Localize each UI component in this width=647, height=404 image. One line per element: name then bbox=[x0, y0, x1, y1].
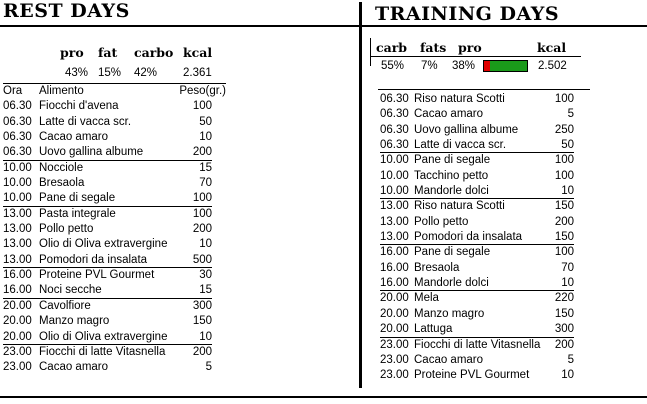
rest-time: 10.00 bbox=[3, 192, 32, 205]
training-time: 13.00 bbox=[380, 200, 409, 213]
training-header-carb: carb bbox=[376, 40, 408, 55]
rest-row bbox=[3, 115, 212, 130]
rest-time: 06.30 bbox=[3, 115, 32, 128]
training-qty: 200 bbox=[554, 338, 574, 351]
training-qty: 150 bbox=[554, 200, 574, 213]
rest-row bbox=[3, 222, 212, 237]
training-row bbox=[380, 138, 574, 153]
rest-qty: 10 bbox=[199, 131, 212, 144]
rest-food: Olio di Oliva extravergine bbox=[39, 330, 168, 343]
training-value-fats: 7% bbox=[421, 60, 438, 72]
training-qty: 50 bbox=[561, 139, 574, 152]
rest-food: Cacao amaro bbox=[39, 361, 109, 374]
training-time: 13.00 bbox=[380, 215, 409, 228]
rest-qty: 100 bbox=[192, 100, 212, 113]
training-header-rule bbox=[371, 56, 581, 57]
training-food: Pollo petto bbox=[414, 215, 469, 228]
rest-food: Bresaola bbox=[39, 177, 85, 190]
training-food: Pane di segale bbox=[414, 154, 491, 167]
rest-time: 06.30 bbox=[3, 100, 32, 113]
rest-qty: 300 bbox=[192, 299, 212, 312]
rest-col-qty: Peso(gr.) bbox=[179, 85, 226, 97]
rest-time: 23.00 bbox=[3, 361, 32, 374]
training-value-kcal: 2.502 bbox=[538, 60, 567, 72]
training-qty: 150 bbox=[554, 231, 574, 244]
rest-header-kcal: kcal bbox=[183, 45, 213, 60]
training-time: 23.00 bbox=[380, 353, 409, 366]
training-food: Pane di segale bbox=[414, 246, 491, 259]
rest-qty: 200 bbox=[192, 146, 212, 159]
rest-food: Cacao amaro bbox=[39, 131, 109, 144]
training-time: 10.00 bbox=[380, 154, 409, 167]
training-row bbox=[380, 338, 574, 353]
training-row bbox=[380, 291, 574, 306]
rest-value-pro: 43% bbox=[65, 67, 89, 79]
training-inner-vline bbox=[370, 38, 371, 66]
training-food: Riso natura Scotti bbox=[414, 93, 505, 105]
training-qty: 5 bbox=[567, 108, 574, 121]
rest-row bbox=[3, 345, 212, 360]
training-food: Tacchino petto bbox=[414, 169, 489, 182]
training-food: Cacao amaro bbox=[414, 353, 484, 366]
training-food: Riso natura Scotti bbox=[414, 200, 505, 213]
training-food: Proteine PVL Gourmet bbox=[414, 369, 530, 382]
rest-value-kcal: 2.361 bbox=[183, 67, 212, 79]
rest-row bbox=[3, 130, 212, 145]
training-food: Fiocchi di latte Vitasnella bbox=[414, 338, 541, 351]
rest-header-fat: fat bbox=[98, 45, 118, 60]
training-qty: 250 bbox=[554, 123, 574, 136]
rest-row bbox=[3, 145, 212, 160]
rest-qty: 5 bbox=[205, 361, 212, 374]
rest-qty: 150 bbox=[192, 315, 212, 328]
rest-col-food: Alimento bbox=[39, 85, 84, 97]
rest-food: Pollo petto bbox=[39, 223, 94, 236]
rest-qty: 200 bbox=[192, 345, 212, 358]
rest-food: Fiocchi di latte Vitasnella bbox=[39, 345, 166, 358]
rest-time: 20.00 bbox=[3, 299, 32, 312]
rest-row bbox=[3, 283, 212, 298]
center-divider-line bbox=[359, 2, 362, 388]
training-row bbox=[380, 92, 574, 107]
training-food: Lattuga bbox=[414, 323, 453, 336]
training-row bbox=[380, 107, 574, 122]
rest-row bbox=[3, 161, 212, 176]
training-qty: 10 bbox=[561, 369, 574, 382]
rest-food: Latte di vacca scr. bbox=[39, 115, 132, 128]
training-qty: 70 bbox=[561, 261, 574, 274]
training-row bbox=[380, 368, 574, 383]
training-time: 16.00 bbox=[380, 246, 409, 259]
rest-qty: 100 bbox=[192, 207, 212, 220]
rest-food: Proteine PVL Gourmet bbox=[39, 269, 155, 282]
rest-row bbox=[3, 176, 212, 191]
training-time: 20.00 bbox=[380, 323, 409, 336]
training-days-title: TRAINING DAYS bbox=[375, 3, 560, 25]
rest-time: 06.30 bbox=[3, 146, 32, 159]
training-row bbox=[380, 199, 574, 214]
rest-qty: 10 bbox=[199, 330, 212, 343]
training-row bbox=[380, 276, 574, 291]
rest-food: Cavolfiore bbox=[39, 299, 91, 312]
rest-row bbox=[3, 207, 212, 222]
training-time: 23.00 bbox=[380, 338, 409, 351]
training-time: 16.00 bbox=[380, 277, 409, 290]
rest-food: Manzo magro bbox=[39, 315, 110, 328]
rest-time: 06.30 bbox=[3, 131, 32, 144]
rest-time: 16.00 bbox=[3, 269, 32, 282]
rest-food: Fiocchi d'avena bbox=[39, 100, 119, 113]
rest-food: Nocciole bbox=[39, 161, 84, 174]
training-header-fats: fats bbox=[420, 40, 447, 55]
rest-header-carbo: carbo bbox=[134, 45, 174, 60]
rest-row bbox=[3, 268, 212, 283]
rest-col-headers bbox=[3, 84, 226, 99]
training-qty: 220 bbox=[554, 292, 574, 305]
rest-food: Pasta integrale bbox=[39, 207, 116, 220]
rest-qty: 50 bbox=[199, 115, 212, 128]
training-food: Mela bbox=[414, 292, 439, 305]
training-time: 10.00 bbox=[380, 185, 409, 198]
training-food: Mandorle dolci bbox=[414, 277, 489, 290]
training-time: 20.00 bbox=[380, 292, 409, 305]
training-time: 23.00 bbox=[380, 369, 409, 382]
training-top-rule bbox=[378, 89, 590, 90]
training-qty: 100 bbox=[554, 154, 574, 167]
training-qty: 10 bbox=[561, 277, 574, 290]
training-time: 10.00 bbox=[380, 169, 409, 182]
training-food: Cacao amaro bbox=[414, 108, 484, 121]
macro-bar-green-segment bbox=[490, 61, 527, 71]
training-food: Latte di vacca scr. bbox=[414, 139, 507, 152]
training-time: 06.30 bbox=[380, 93, 409, 105]
training-qty: 10 bbox=[561, 185, 574, 198]
training-header-kcal: kcal bbox=[537, 40, 567, 55]
rest-days-title: REST DAYS bbox=[3, 0, 130, 22]
rest-table bbox=[3, 84, 226, 376]
training-row bbox=[380, 184, 574, 199]
training-row bbox=[380, 153, 574, 168]
rest-row bbox=[3, 314, 212, 329]
training-time: 06.30 bbox=[380, 123, 409, 136]
training-time: 06.30 bbox=[380, 139, 409, 152]
rest-time: 13.00 bbox=[3, 207, 32, 220]
rest-qty: 15 bbox=[199, 284, 212, 297]
training-qty: 150 bbox=[554, 307, 574, 320]
rest-food: Pane di segale bbox=[39, 192, 116, 205]
rest-row bbox=[3, 237, 212, 252]
bottom-divider-line bbox=[0, 396, 647, 398]
training-qty: 300 bbox=[554, 323, 574, 336]
training-row bbox=[380, 230, 574, 245]
training-food: Bresaola bbox=[414, 261, 460, 274]
training-header-pro: pro bbox=[458, 40, 482, 55]
rest-time: 13.00 bbox=[3, 238, 32, 251]
training-value-carb: 55% bbox=[381, 60, 405, 72]
training-food: Pomodori da insalata bbox=[414, 231, 523, 244]
rest-time: 13.00 bbox=[3, 223, 32, 236]
rest-row bbox=[3, 360, 212, 375]
training-qty: 100 bbox=[554, 93, 574, 105]
rest-col-time: Ora bbox=[3, 85, 23, 97]
training-row bbox=[380, 123, 574, 138]
training-row bbox=[380, 169, 574, 184]
training-row bbox=[380, 215, 574, 230]
rest-row bbox=[3, 191, 212, 206]
training-food: Mandorle dolci bbox=[414, 185, 489, 198]
rest-time: 10.00 bbox=[3, 161, 32, 174]
rest-qty: 10 bbox=[199, 238, 212, 251]
training-time: 13.00 bbox=[380, 231, 409, 244]
rest-header-pro: pro bbox=[60, 45, 84, 60]
training-time: 06.30 bbox=[380, 108, 409, 121]
rest-time: 13.00 bbox=[3, 253, 32, 266]
training-table bbox=[380, 92, 574, 384]
training-time: 20.00 bbox=[380, 307, 409, 320]
rest-value-fat: 15% bbox=[98, 67, 122, 79]
rest-row bbox=[3, 330, 212, 345]
rest-value-carbo: 42% bbox=[134, 67, 158, 79]
training-qty: 200 bbox=[554, 215, 574, 228]
rest-qty: 100 bbox=[192, 192, 212, 205]
rest-time: 20.00 bbox=[3, 330, 32, 343]
training-time: 16.00 bbox=[380, 261, 409, 274]
rest-time: 23.00 bbox=[3, 345, 32, 358]
rest-row bbox=[3, 99, 212, 114]
training-qty: 5 bbox=[567, 353, 574, 366]
rest-row bbox=[3, 253, 212, 268]
rest-food: Noci secche bbox=[39, 284, 102, 297]
rest-row bbox=[3, 299, 212, 314]
training-food: Manzo magro bbox=[414, 307, 485, 320]
training-row bbox=[380, 307, 574, 322]
training-qty: 100 bbox=[554, 169, 574, 182]
rest-qty: 15 bbox=[199, 161, 212, 174]
rest-food: Olio di Oliva extravergine bbox=[39, 238, 168, 251]
training-row bbox=[380, 353, 574, 368]
training-row bbox=[380, 322, 574, 337]
training-row bbox=[380, 261, 574, 276]
rest-qty: 500 bbox=[192, 253, 212, 266]
rest-food: Pomodori da insalata bbox=[39, 253, 148, 266]
training-food: Uovo gallina albume bbox=[414, 123, 519, 136]
rest-food: Uovo gallina albume bbox=[39, 146, 144, 159]
training-value-pro: 38% bbox=[452, 60, 476, 72]
rest-qty: 200 bbox=[192, 223, 212, 236]
training-qty: 100 bbox=[554, 246, 574, 259]
training-row bbox=[380, 245, 574, 260]
rest-time: 10.00 bbox=[3, 177, 32, 190]
rest-time: 20.00 bbox=[3, 315, 32, 328]
rest-time: 16.00 bbox=[3, 284, 32, 297]
top-divider-line bbox=[0, 25, 647, 27]
rest-qty: 30 bbox=[199, 269, 212, 282]
rest-qty: 70 bbox=[199, 177, 212, 190]
training-macro-bar bbox=[483, 60, 528, 72]
